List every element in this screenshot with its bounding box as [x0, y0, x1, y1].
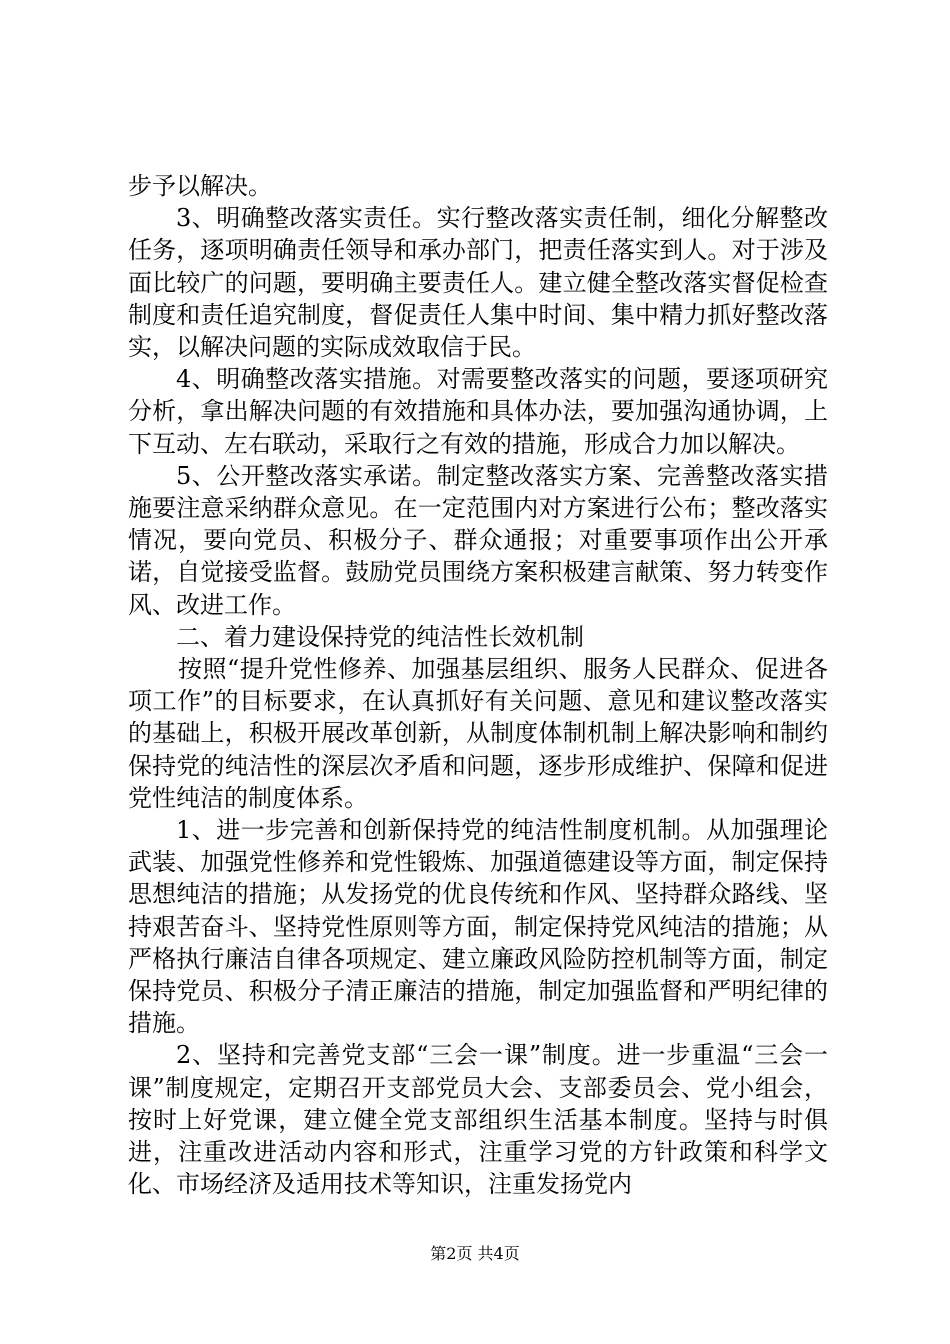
paragraph-section-intro: 按照“提升党性修养、加强基层组织、服务人民群众、促进各项工作”的目标要求，在认真抓好有关问题、意见和建议整改落实的基础上，积极开展改革创新，从制度体制机制上解决影响和制约保持党的纯洁性的深层次矛盾和问题，逐步形成维护、保障和促进党性纯洁的制度体系。 — [128, 655, 828, 812]
paragraph-item-3: 3、明确整改落实责任。实行整改落实责任制，细化分解整改任务，逐项明确责任领导和承办部门，把责任落实到人。对于涉及面比较广的问题，要明确主要责任人。建立健全整改落实督促检查制度和责任追究制度，督促责任人集中时间、集中精力抓好整改落实，以解决问题的实际成效取信于民。 — [128, 204, 828, 362]
paragraph-item-2: 2、坚持和完善党支部“三会一课”制度。进一步重温“三会一课”制度规定，定期召开支部党员大会、支部委员会、党小组会，按时上好党课，建立健全党支部组织生活基本制度。坚持与时俱进，注重改进活动内容和形式，注重学习党的方针政策和科学文化、市场经济及适用技术等知识，注重发扬党内 — [128, 1041, 828, 1199]
paragraph-item-4: 4、明确整改落实措施。对需要整改落实的问题，要逐项研究分析，拿出解决问题的有效措施和具体办法，要加强沟通协调，上下互动、左右联动，采取行之有效的措施，形成合力加以解决。 — [128, 365, 828, 458]
paragraph-continuation: 步予以解决。 — [128, 172, 272, 200]
section-heading-2: 二、着力建设保持党的纯洁性长效机制 — [176, 622, 584, 651]
document-body — [128, 170, 828, 1201]
paragraph-item-1: 1、进一步完善和创新保持党的纯洁性制度机制。从加强理论武装、加强党性修养和党性锻炼、加强道德建设等方面，制定保持思想纯洁的措施；从发扬党的优良传统和作风、坚持群众路线、坚持艰苦奋斗、坚持党性原则等方面，制定保持党风纯洁的措施；从严格执行廉洁自律各项规定、建立廉政风险防控机制等方面，制定保持党员、积极分子清正廉洁的措施，制定加强监督和严明纪律的措施。 — [128, 816, 828, 1038]
page-footer — [0, 1241, 950, 1264]
paragraph-item-5: 5、公开整改落实承诺。制定整改落实方案、完善整改落实措施要注意采纳群众意见。在一定范围内对方案进行公布；整改落实情况，要向党员、积极分子、群众通报；对重要事项作出公开承诺，自觉接受监督。鼓励党员围绕方案积极建言献策、努力转变作风、改进工作。 — [128, 461, 828, 619]
page-number-label: 第2页 共4页 — [430, 1244, 520, 1263]
